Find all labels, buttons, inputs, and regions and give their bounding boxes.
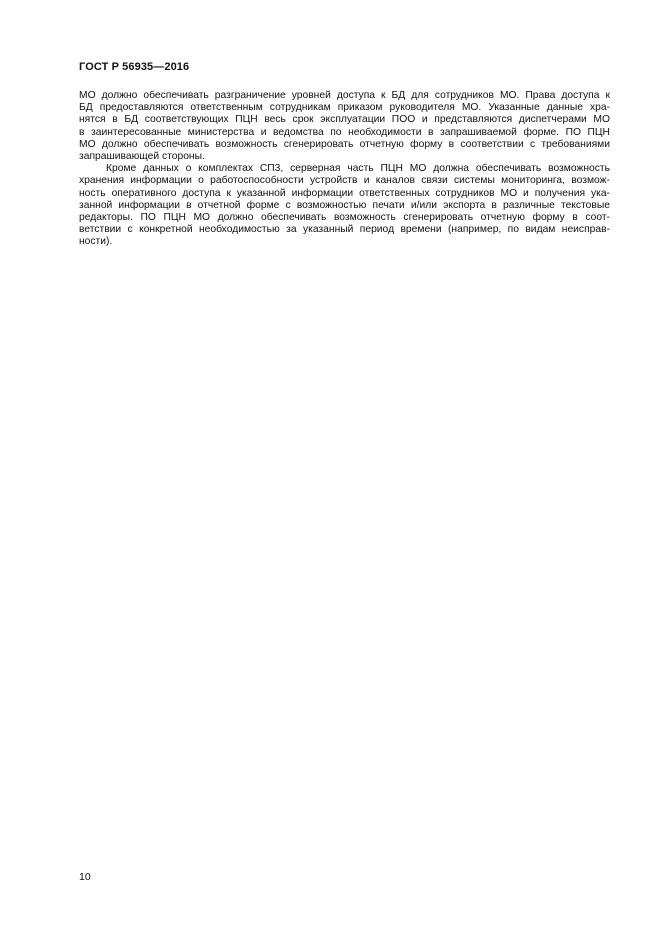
paragraph-server-storage (79, 163, 610, 248)
text-line: МО должно обеспечивать разграничение уровней доступа к БД для сотрудников МО. Права доступа к (79, 90, 610, 101)
text-line: редакторы. ПО ПЦН МО должно обеспечивать возможность сгенерировать отчетную форму в соот- (79, 211, 610, 223)
text-line: ности). (79, 236, 113, 248)
paragraph-access-rights (79, 90, 610, 163)
page-number: 10 (79, 871, 91, 883)
text-line: в заинтересованные министерства и ведомства по необходимости в запрашиваемой форме. ПО ПЦН (79, 126, 610, 138)
text-line: БД предоставляются ответственным сотрудникам приказом руководителя МО. Указанные данные хра- (79, 102, 610, 114)
text-line: занной информации в отчетной форме с возможностью печати и/или экспорта в различные текстовые (79, 199, 610, 211)
text-line: МО должно обеспечивать возможность сгенерировать отчетную форму в соответствии с требованиями (79, 138, 610, 150)
text-line: ность оперативного доступа к указанной информации ответственных сотрудников МО и получения ука- (79, 187, 610, 199)
text-line: запрашивающей стороны. (79, 150, 205, 162)
text-line: ветствии с конкретной необходимостью за указанный период времени (например, по видам неисправ- (79, 224, 610, 236)
body-text (79, 90, 610, 248)
standard-header: ГОСТ Р 56935—2016 (79, 61, 190, 73)
text-line: хранения информации о работоспособности устройств и каналов связи системы мониторинга, возмож- (79, 175, 610, 187)
text-line: нятся в БД соответствующих ПЦН весь срок эксплуатации ПОО и представляются диспетчерами МО (79, 114, 610, 126)
text-line: Кроме данных о комплектах СП3, серверная часть ПЦН МО должна обеспечивать возможность (106, 163, 610, 175)
